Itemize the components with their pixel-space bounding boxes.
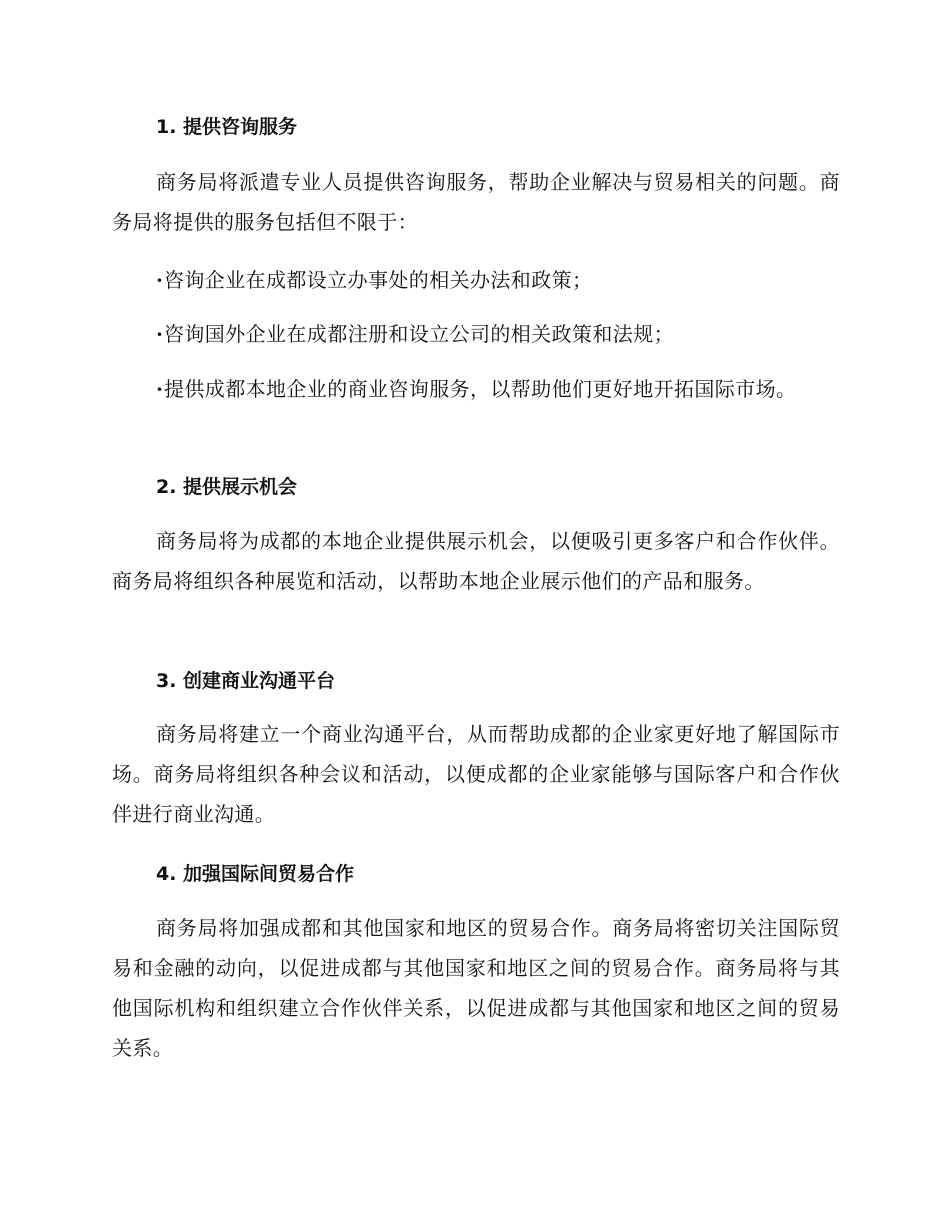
section-1-heading: 1. 提供咨询服务	[156, 116, 298, 138]
bullet-text: 咨询企业在成都设立办事处的相关办法和政策；	[164, 268, 593, 292]
section-2-heading: 2. 提供展示机会	[156, 476, 298, 498]
bullet-marker: ·	[156, 268, 164, 292]
section-1-bullet-1	[112, 260, 840, 300]
section-4-body: 商务局将加强成都和其他国家和地区的贸易合作。商务局将密切关注国际贸易和金融的动向，以促进成都与其他国家和地区之间的贸易合作。商务局将与其他国际机构和组织建立合作伙伴关系，以促进成都与其他国家和地区之间的贸易关系。	[112, 916, 840, 1060]
bullet-text: 咨询国外企业在成都注册和设立公司的相关政策和法规；	[164, 322, 674, 346]
section-2-body: 商务局将为成都的本地企业提供展示机会，以便吸引更多客户和合作伙伴。商务局将组织各种展览和活动，以帮助本地企业展示他们的产品和服务。	[112, 529, 840, 593]
bullet-text: 提供成都本地企业的商业咨询服务，以帮助他们更好地开拓国际市场。	[164, 377, 797, 401]
section-1-bullet-3	[112, 369, 840, 409]
section-4-heading: 4. 加强国际间贸易合作	[156, 863, 355, 885]
bullet-marker: ·	[156, 322, 164, 346]
section-3-heading: 3. 创建商业沟通平台	[156, 670, 336, 692]
section-3-body: 商务局将建立一个商业沟通平台，从而帮助成都的企业家更好地了解国际市场。商务局将组织各种会议和活动，以便成都的企业家能够与国际客户和合作伙伴进行商业沟通。	[112, 722, 840, 826]
section-1-intro: 商务局将派遣专业人员提供咨询服务，帮助企业解决与贸易相关的问题。商务局将提供的服务包括但不限于：	[112, 170, 840, 234]
section-1-bullet-2	[112, 314, 840, 354]
bullet-marker: ·	[156, 377, 164, 401]
